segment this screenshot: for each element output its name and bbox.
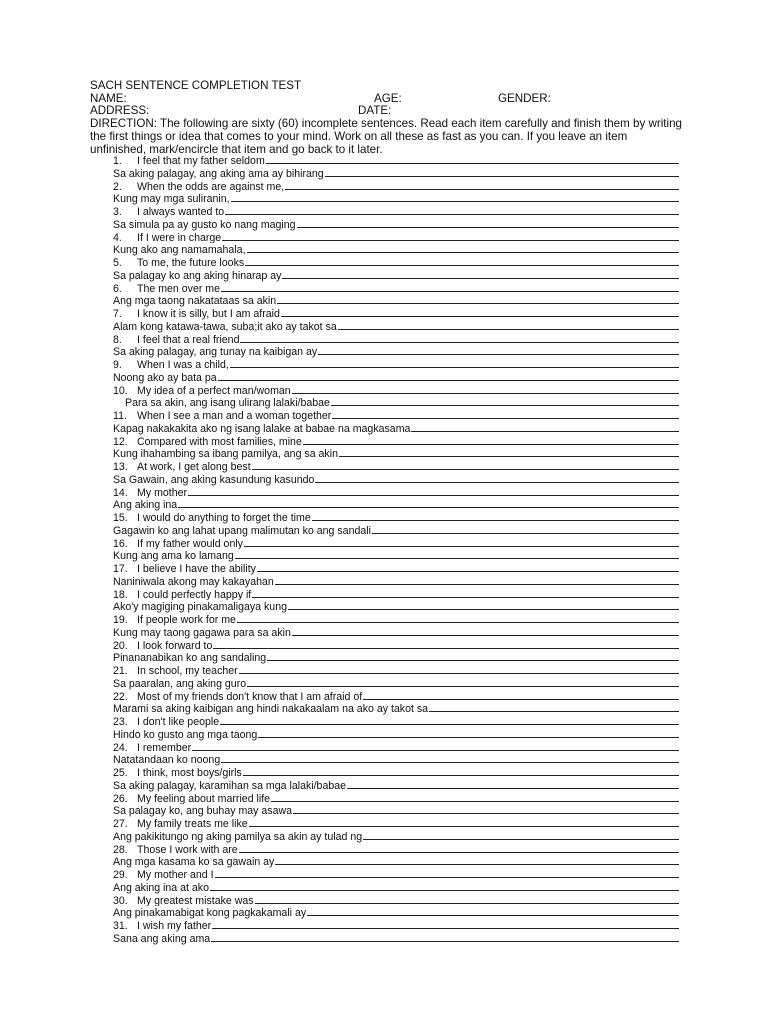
item-9-english [113,358,679,371]
item-22-english [113,690,679,703]
item-prompt: I wish my father [137,920,212,932]
answer-blank[interactable] [231,192,679,202]
item-prompt: I would do anything to forget the time [137,512,311,524]
item-number: 8. [113,333,122,346]
answer-blank[interactable] [325,167,679,177]
item-prompt-tagalog: Noong ako ay bata pa [113,371,217,384]
address-label: ADDRESS: [90,104,150,118]
item-28-tagalog [113,855,679,868]
item-17-english [113,562,679,575]
item-prompt: If I were in charge [137,231,222,244]
address-row [90,105,690,118]
item-27-tagalog [113,830,679,843]
item-prompt: In school, my teacher [137,665,238,677]
item-25-english [113,766,679,779]
item-7-tagalog [113,320,679,333]
item-15-english [113,511,679,524]
answer-blank[interactable] [303,435,679,445]
answer-blank[interactable] [245,256,679,266]
item-prompt-tagalog: Ang mga taong nakatataas sa akin [113,295,277,307]
item-6-tagalog [113,294,679,307]
item-18-tagalog [113,600,679,613]
item-29-tagalog [113,881,679,894]
item-number: 6. [113,282,122,295]
answer-blank[interactable] [347,779,679,789]
answer-blank[interactable] [257,562,679,572]
item-25-tagalog [113,779,679,792]
item-20-english [113,639,679,652]
answer-blank[interactable] [282,269,679,279]
item-number: 26. [113,792,128,805]
item-number: 17. [113,563,128,575]
item-prompt-tagalog: Gagawin ko ang lahat upang malimutan ko ang sandali [113,524,371,537]
item-number: 25. [113,767,128,779]
item-prompt-tagalog: Para sa akin, ang isang ulirang lalaki/babae [125,397,330,409]
item-12-tagalog [113,447,679,460]
answer-blank[interactable] [363,690,679,700]
item-17-tagalog [113,575,679,588]
item-prompt-tagalog: Sa aking palagay, ang tunay na kaibigan ay [113,346,318,358]
answer-blank[interactable] [338,320,679,330]
item-number: 12. [113,435,128,448]
item-prompt: The men over me [137,282,221,295]
answer-blank[interactable] [222,231,679,241]
item-27-english [113,817,679,830]
item-30-tagalog [113,906,679,919]
answer-blank[interactable] [255,894,679,904]
item-number: 4. [113,231,122,244]
item-number: 24. [113,741,128,754]
item-15-tagalog [113,524,679,537]
item-10-tagalog [113,396,679,409]
item-number: 15. [113,512,128,524]
item-19-tagalog [113,626,679,639]
item-number: 14. [113,486,128,499]
answer-blank[interactable] [244,537,679,547]
answer-blank[interactable] [315,473,679,483]
item-prompt: My feeling about married life [137,792,271,805]
item-12-english [113,435,679,448]
answer-blank[interactable] [312,511,679,521]
test-header [90,80,690,157]
item-number: 18. [113,588,128,601]
answer-blank[interactable] [429,702,679,712]
item-prompt-tagalog: Kung ako ang namamahala, [113,244,246,256]
answer-blank[interactable] [230,358,679,368]
answer-blank[interactable] [211,932,679,942]
answer-blank[interactable] [243,766,679,776]
name-label: NAME: [90,91,127,105]
item-prompt-tagalog: Sa palagay ko, ang buhay may asawa [113,805,293,817]
answer-blank[interactable] [307,906,679,916]
answer-blank[interactable] [266,154,679,164]
item-prompt: I remember [137,741,192,754]
answer-blank[interactable] [331,396,679,406]
answer-blank[interactable] [210,881,679,891]
answer-blank[interactable] [271,792,679,802]
item-13-tagalog [113,473,679,486]
item-14-english [113,486,679,499]
item-number: 7. [113,308,122,320]
date-label: DATE: [358,104,392,118]
item-prompt: My greatest mistake was [137,894,254,907]
item-prompt: If my father would only [137,537,243,550]
item-number: 23. [113,716,128,728]
item-prompt: I look forward to [137,639,213,652]
answer-blank[interactable] [288,600,679,610]
item-prompt-tagalog: Sa simula pa ay gusto ko nang maging [113,218,296,231]
item-prompt-tagalog: Kung may mga suliranin, [113,193,230,205]
answer-blank[interactable] [239,664,679,674]
item-29-english [113,868,679,881]
item-14-tagalog [113,498,679,511]
item-prompt-tagalog: Ang aking ina at ako [113,881,210,894]
item-prompt: I always wanted to [137,206,225,218]
item-prompt: I think, most boys/girls [137,767,242,779]
item-number: 31. [113,920,128,932]
answer-blank[interactable] [292,626,679,636]
item-prompt-tagalog: Ako'y magiging pinakamaligaya kung [113,601,287,613]
item-6-english [113,282,679,295]
item-4-english [113,231,679,244]
item-number: 22. [113,690,128,703]
title-row [90,80,690,93]
item-number: 11. [113,410,127,422]
item-2-tagalog [113,192,679,205]
item-21-tagalog [113,677,679,690]
item-number: 9. [113,359,122,371]
item-prompt-tagalog: Ang mga kasama ko sa gawain ay [113,856,275,868]
item-number: 19. [113,614,128,626]
gender-label: GENDER: [498,91,551,105]
item-8-tagalog [113,345,679,358]
item-prompt: My mother and I [137,869,214,881]
item-prompt: I feel that a real friend [137,333,240,346]
item-prompt-tagalog: Alam kong katawa-tawa, suba;it ako ay takot sa [113,320,337,333]
answer-blank[interactable] [292,384,679,394]
item-prompt: I believe I have the ability [137,563,256,575]
item-prompt-tagalog: Ang aking ina [113,499,178,511]
answer-blank[interactable] [285,180,679,190]
item-prompt: To me, the future looks [137,257,245,269]
item-prompt-tagalog: Sa aking palagay, ang aking ama ay bihirang [113,167,324,180]
answer-blank[interactable] [188,486,679,496]
answer-blank[interactable] [247,243,679,253]
item-8-english [113,333,679,346]
item-prompt-tagalog: Kapag nakakakita ako ng isang lalake at babae na magkasama [113,422,411,435]
answer-blank[interactable] [249,817,679,827]
item-prompt-tagalog: Kung ihahambing sa ibang pamilya, ang sa akin [113,448,338,460]
item-number: 27. [113,818,128,830]
answer-blank[interactable] [192,741,679,751]
answer-blank[interactable] [363,830,679,840]
item-11-english [113,409,679,422]
answer-blank[interactable] [218,371,679,381]
item-prompt-tagalog: Sa aking palagay, karamihan sa mga lalaki/babae [113,779,347,792]
item-31-english [113,919,679,932]
item-2-english [113,180,679,193]
item-prompt: Most of my friends don't know that I am afraid of [137,690,363,703]
answer-blank[interactable] [277,294,679,304]
item-23-english [113,715,679,728]
item-number: 29. [113,869,128,881]
item-prompt-tagalog: Sa palagay ko ang aking hinarap ay [113,269,282,282]
item-31-tagalog [113,932,679,945]
item-prompt: When I was a child, [137,359,229,371]
direction-text: DIRECTION: The following are sixty (60) incomplete sentences. Read each item carefully and finish them by writing the first things or idea that comes to your mind. Work on all these as fast as you can. If you leave an item unfinished, mark/encircle that item and go back to it later. [90,117,682,156]
item-26-english [113,792,679,805]
item-number: 3. [113,206,122,218]
item-prompt: Compared with most families, mine [137,435,302,448]
item-7-english [113,307,679,320]
item-28-english [113,843,679,856]
answer-blank[interactable] [239,843,679,853]
answer-blank[interactable] [293,804,679,814]
item-11-tagalog [113,422,679,435]
item-number: 16. [113,537,128,550]
item-prompt: My family treats me like [137,818,248,830]
item-22-tagalog [113,702,679,715]
item-24-english [113,741,679,754]
item-prompt-tagalog: Kung ang ama ko lamang [113,550,234,562]
item-prompt: Those I work with are [137,843,238,856]
item-prompt: My mother [137,486,188,499]
item-9-tagalog [113,371,679,384]
item-23-tagalog [113,728,679,741]
answer-blank[interactable] [252,588,679,598]
item-30-english [113,894,679,907]
answer-blank[interactable] [258,728,679,738]
item-4-tagalog [113,243,679,256]
item-prompt: I don't like people [137,716,220,728]
item-prompt-tagalog: Sa paaralan, ang aking guro [113,677,247,690]
item-3-tagalog [113,218,679,231]
answer-blank[interactable] [297,218,679,228]
answer-blank[interactable] [275,855,679,865]
item-prompt: My idea of a perfect man/woman [137,384,291,397]
item-number: 21. [113,665,128,677]
answer-blank[interactable] [339,447,679,457]
answer-blank[interactable] [221,753,679,763]
item-1-tagalog [113,167,679,180]
answer-blank[interactable] [235,549,679,559]
item-13-english [113,460,679,473]
answer-blank[interactable] [237,613,679,623]
item-20-tagalog [113,651,679,664]
item-16-english [113,537,679,550]
item-16-tagalog [113,549,679,562]
answer-blank[interactable] [318,345,679,355]
item-prompt: If people work for me [137,614,236,626]
item-number: 13. [113,461,128,473]
item-5-english [113,256,679,269]
item-number: 30. [113,894,128,907]
item-5-tagalog [113,269,679,282]
item-prompt: When the odds are against me, [137,180,285,193]
item-number: 5. [113,257,122,269]
answer-blank[interactable] [281,307,679,317]
item-prompt: At work, I get along best [137,461,251,473]
item-prompt-tagalog: Ang pakikitungo ng aking pamilya sa akin ay tulad ng [113,830,363,843]
item-prompt-tagalog: Ang pinakamabigat kong pagkakamali ay [113,907,307,919]
item-number: 1. [113,155,122,167]
item-number: 20. [113,639,128,652]
item-prompt: I know it is silly, but I am afraid [137,308,280,320]
item-prompt-tagalog: Marami sa aking kaibigan ang hindi nakakaalam na ako ay takot sa [113,703,429,715]
answer-blank[interactable] [247,677,679,687]
answer-blank[interactable] [267,651,679,661]
item-prompt: When I see a man and a woman together [137,410,332,422]
answer-blank[interactable] [213,639,679,649]
answer-blank[interactable] [221,282,679,292]
item-26-tagalog [113,804,679,817]
age-label: AGE: [374,91,402,105]
item-prompt-tagalog: Pinananabikan ko ang sandaling [113,652,267,664]
item-1-english [113,154,679,167]
item-prompt-tagalog: Natatandaan ko noong [113,754,221,766]
item-prompt: I could perfectly happy if [137,588,252,601]
item-prompt-tagalog: Sa Gawain, ang aking kasundung kasundo [113,473,315,486]
answer-blank[interactable] [215,868,679,878]
answer-blank[interactable] [178,498,679,508]
item-prompt: I feel that my father seldom [137,155,265,167]
item-prompt-tagalog: Naniniwala akong may kakayahan [113,575,274,588]
answer-blank[interactable] [332,409,679,419]
item-10-english [113,384,679,397]
item-18-english [113,588,679,601]
answer-blank[interactable] [275,575,679,585]
answer-blank[interactable] [411,422,679,432]
test-title: SACH SENTENCE COMPLETION TEST [90,79,302,92]
answer-blank[interactable] [240,333,679,343]
item-3-english [113,205,679,218]
answer-blank[interactable] [252,460,679,470]
answer-blank[interactable] [372,524,679,534]
item-19-english [113,613,679,626]
answer-blank[interactable] [212,919,679,929]
item-number: 10. [113,384,128,397]
item-list [113,154,679,945]
item-prompt-tagalog: Hindo ko gusto ang mga taong [113,728,258,741]
answer-blank[interactable] [220,715,679,725]
item-number: 28. [113,843,128,856]
item-number: 2. [113,180,122,193]
item-prompt-tagalog: Kung may taong gagawa para sa akin [113,626,291,639]
item-21-english [113,664,679,677]
answer-blank[interactable] [225,205,679,215]
item-prompt-tagalog: Sana ang aking ama [113,932,211,945]
item-24-tagalog [113,753,679,766]
